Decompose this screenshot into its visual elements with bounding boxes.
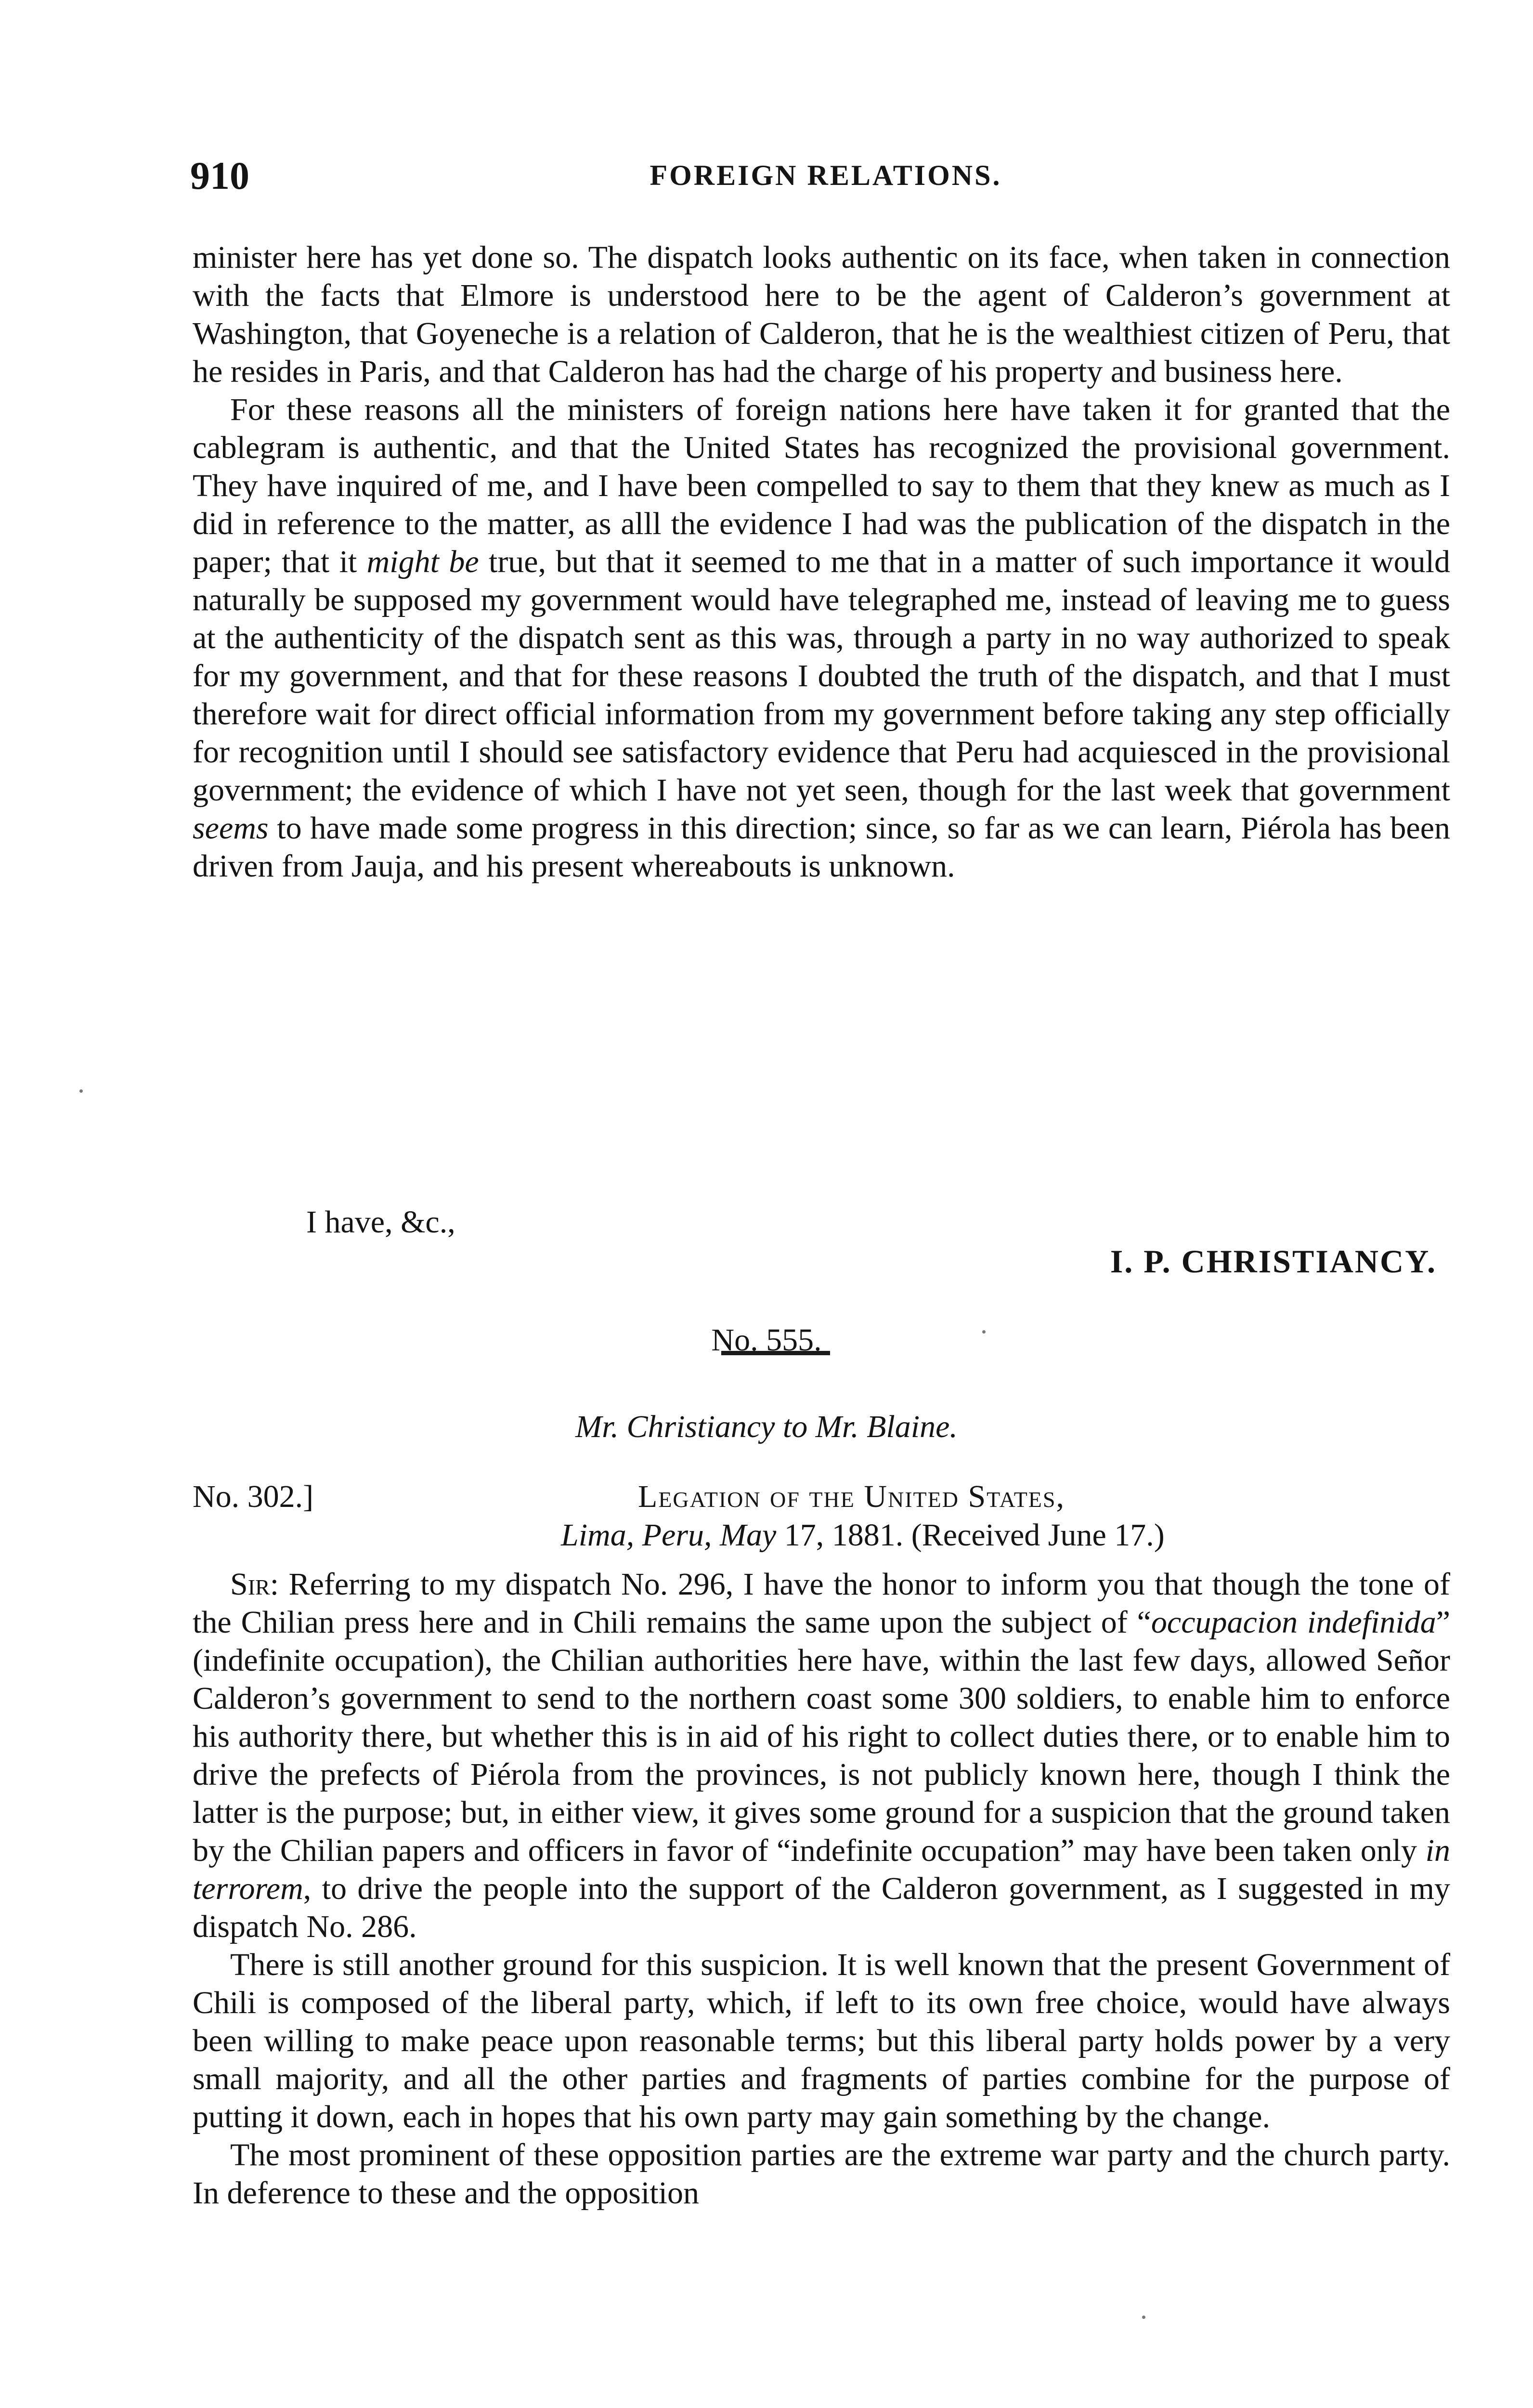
page-header (190, 153, 1461, 206)
text-run: , to drive the people into the support of the Calderon government, as I suggested in my dispatch No. 286. (193, 1871, 1450, 1944)
text-run: true, but that it seemed to me that in a matter of such importance it would naturally be supposed my government would have telegraphed me, instead of leaving me to guess at the authenticity of the dispatch sent as this was, through a party in no way authorized to speak for my government, and that for these reasons I doubted the truth of the dispatch, and that I must therefore wait for direct official information from my government before taking any step officially for recognition until I should see satisfactory evidence that Peru had acquiesced in the provisional government; the evidence of which I have not yet seen, though for the last week that government (193, 544, 1450, 808)
text-run: ” (indefinite occupation), the Chilian authorities here have, within the last few days, allowed Señor Calderon’s government to send to the northern coast some 300 soldiers, to enable him to enforce his authority there, but whether this is in aid of his right to collect duties there, or to enable him to drive the prefects of Piérola from the provinces, is not publicly known here, though I think the latter is the purpose; but, in either view, it gives some ground for a suspicion that the ground taken by the Chilian papers and officers in favor of “indefinite occupation” may have been taken only (193, 1605, 1450, 1868)
letter-paragraph-2: There is still another ground for this suspicion. It is well known that the present Government of Chili is composed of the liberal party, which, if left to its own free choice, would have always been willing to make peace upon reasonable terms; but this liberal party holds power by a very small majority, and all the other parties and fragments of parties combine for the purpose of putting it down, each in hopes that his own party may gain something by the change. (193, 1947, 1450, 2134)
closing-line: I have, &c., (306, 1204, 455, 1240)
dateline (561, 1517, 1165, 1554)
letter-paragraph-1 (193, 1565, 1450, 1946)
print-speck (1142, 2316, 1145, 2319)
salutation: Sir (230, 1567, 270, 1602)
italic-run: seems (193, 811, 269, 846)
document-number: No. 555. (711, 1322, 822, 1358)
text-run: : Referring to my dispatch No. 296, I have the honor to inform you that though the tone of the Chilian press here and in Chili remains the same upon the subject of “ (193, 1567, 1450, 1640)
page-number: 910 (190, 154, 249, 197)
continuation-paragraph-2 (193, 391, 1450, 885)
signature: I. P. CHRISTIANCY. (1110, 1243, 1437, 1280)
italic-run: occupacion indefinida (1151, 1605, 1436, 1640)
text-run: to have made some progress in this direction; since, so far as we can learn, Piérola has been driven from Jauja, and his present whereabouts is unknown. (193, 811, 1450, 884)
print-speck (982, 1330, 986, 1334)
running-head: FOREIGN RELATIONS. (650, 159, 1002, 191)
text-run: For these reasons all the ministers of foreign nations here have taken it for granted that the cablegram is authentic, and that the United States has recognized the provisional government. They have inquired of me, and I have been compelled to say to them that they knew as much as I did in reference to the matter, as alll the evidence I had was the publication of the dispatch in the paper; that it (193, 392, 1450, 579)
italic-run: might be (366, 544, 479, 579)
date-rest: 17, 1881. (Received June 17.) (776, 1518, 1165, 1553)
date-place: Lima, Peru, May (561, 1518, 777, 1553)
document-number-row (0, 1322, 1533, 1365)
print-speck (79, 1089, 83, 1093)
letter-body (193, 1565, 1450, 2212)
continuation-text (193, 238, 1450, 885)
continuation-paragraph-1: minister here has yet done so. The dispatch looks authentic on its face, when taken in connection with the facts that Elmore is understood here to be the agent of Calderon’s government at Washington, that Goyeneche is a relation of Calderon, that he is the wealthiest citizen of Peru, that he resides in Paris, and that Calderon has had the charge of his property and business here. (193, 240, 1450, 389)
legation-heading: Legation of the United States, (638, 1479, 1065, 1514)
italic-run: in terrorem (193, 1833, 1450, 1906)
dispatch-number: No. 302.] (193, 1479, 314, 1514)
letter-title: Mr. Christiancy to Mr. Blaine. (575, 1409, 958, 1444)
letter-paragraph-3: The most prominent of these opposition parties are the extreme war party and the church party. In deference to these and the opposition (193, 2137, 1450, 2211)
